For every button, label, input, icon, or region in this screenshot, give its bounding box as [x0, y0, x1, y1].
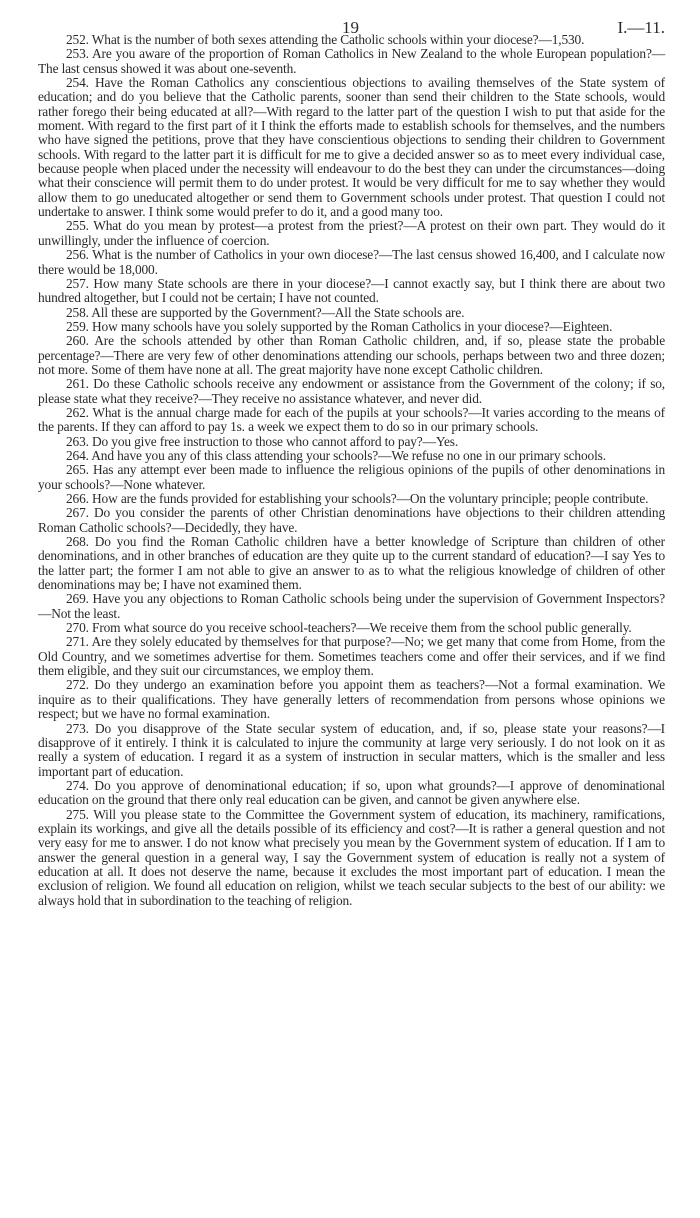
question-answer-paragraph: 271. Are they solely educated by themselves for that purpose?—No; we get many that come from Home, from the Old Country, and we sometimes advertise for them. Sometimes teachers come and offer their services, and if we find them eligible, and they suit our circumstances, we employ them.	[38, 634, 665, 679]
question-answer-paragraph: 265. Has any attempt ever been made to influence the religious opinions of the pupils of other denominations in your schools?—None whatever.	[38, 462, 665, 492]
question-answer-paragraph: 252. What is the number of both sexes attending the Catholic schools within your diocese?—1,530.	[66, 32, 585, 47]
question-answer-paragraph: 263. Do you give free instruction to those who cannot afford to pay?—Yes.	[66, 433, 459, 449]
question-answer-paragraph: 261. Do these Catholic schools receive any endowment or assistance from the Government of the colony; if so, please state what they receive?—They receive no assistance whatever, and never did.	[38, 376, 665, 406]
question-answer-paragraph: 257. How many State schools are there in your diocese?—I cannot exactly say, but I think there are about two hundred altogether, but I could not be certain; I have not counted.	[38, 275, 665, 306]
question-answer-paragraph: 255. What do you mean by protest—a protest from the priest?—A protest on their own part. They would do it unwillingly, under the influence of coercion.	[38, 218, 665, 248]
question-answer-paragraph: 272. Do they undergo an examination before you appoint them as teachers?—Not a formal examination. We inquire as to their qualifications. They have generally letters of recommendation from persons whose opinions we respect; but we have no formal examination.	[38, 677, 665, 722]
page-body	[38, 33, 665, 908]
question-answer-paragraph: 260. Are the schools attended by other than Roman Catholic children, and, if so, please state the probable percentage?—There are very few of other denominations attending our schools, perhaps between two and three dozen; not more. Some of them have none at all. The great majority have none except Catholic children.	[38, 333, 665, 377]
question-answer-paragraph: 273. Do you disapprove of the State secular system of education, and, if so, please state your reasons?—I disapprove of it entirely. I think it is calculated to injure the community at large very seriously. I do not look on it as really a system of education. I regard it as a system of instruction in secular matters, which is the smaller and less important part of education.	[38, 720, 665, 779]
question-answer-paragraph: 274. Do you approve of denominational education; if so, upon what grounds?—I approve of denominational education on the ground that there only real education can be given, and cannot be given anywhere else.	[38, 777, 665, 808]
question-answer-paragraph: 259. How many schools have you solely supported by the Roman Catholics in your diocese?—Eighteen.	[66, 318, 613, 334]
question-answer-paragraph: 264. And have you any of this class attending your schools?—We refuse no one in our primary schools.	[66, 447, 606, 463]
question-answer-paragraph: 268. Do you find the Roman Catholic children have a better knowledge of Scripture than children of other denominations, and in other branches of education are they quite up to the current standard of education?—I say Yes to the latter part; the former I am not able to give an answer to as to what the religious knowledge of children of other denominations may be; I have not examined them.	[38, 534, 665, 593]
question-answer-paragraph: 275. Will you please state to the Committee the Government system of education, its machinery, ramifications, explain its workings, and give all the details possible of its efficiency and cost?—It is rather a general question and not very easy for me to answer. I do not know what precisely you mean by the Government system of education. If I am to answer the general question in a general way, I say the Government system of education is really not a system of education at all. It does not deserve the name, because it excludes the most important part of education. I mean the exclusion of religion. We found all education on religion, whilst we teach secular subjects to the best of our ability: we always hold that in subordination to the teaching of religion.	[38, 806, 665, 908]
question-answer-paragraph: 262. What is the annual charge made for each of the pupils at your schools?—It varies according to the means of the parents. If they can afford to pay 1s. a week we expect them to do so in our primary schools.	[38, 404, 665, 435]
page-number: 19	[342, 18, 359, 37]
document-reference: I.—11.	[617, 18, 665, 37]
question-answer-paragraph: 267. Do you consider the parents of other Christian denominations have objections to their children attending Roman Catholic schools?—Decidedly, they have.	[38, 505, 665, 535]
question-answer-paragraph: 253. Are you aware of the proportion of Roman Catholics in New Zealand to the whole European population?—The last census showed it was about one-seventh.	[38, 46, 665, 76]
question-answer-paragraph: 270. From what source do you receive school-teachers?—We receive them from the school public generally.	[66, 620, 632, 636]
question-answer-paragraph: 258. All these are supported by the Government?—All the State schools are.	[66, 304, 465, 320]
question-answer-paragraph: 269. Have you any objections to Roman Catholic schools being under the supervision of Government Inspectors?—Not the least.	[38, 591, 665, 621]
question-answer-paragraph: 266. How are the funds provided for establishing your schools?—On the voluntary principle; people contribute.	[66, 491, 649, 506]
question-answer-paragraph: 256. What is the number of Catholics in your own diocese?—The last census showed 16,400, and I calculate now there would be 18,000.	[38, 247, 665, 277]
question-answer-paragraph: 254. Have the Roman Catholics any conscientious objections to availing themselves of the State system of education; and do you believe that the Catholic parents, sooner than send their children to the State schools, would rather forego their being educated at all?—With regard to the latter part of the question I wish to put that aside for the moment. With regard to the first part of it I think the efforts made to establish schools for themselves, and the numbers who have signed the petitions, prove that they have conscientious objections to sending their children to Government schools. With regard to the latter part it is difficult for me to give a decided answer so as to meet every individual case, because people when placed under the necessity will endeavour to do the best they can under the circumstances—doing what their conscience will permit them to do under protest. It would be very difficult for me to say whether they would allow them to go uneducated altogether or send them to Government schools under protest. That question I could not undertake to answer. I think some would prefer to do it, and a good many too.	[38, 75, 665, 220]
